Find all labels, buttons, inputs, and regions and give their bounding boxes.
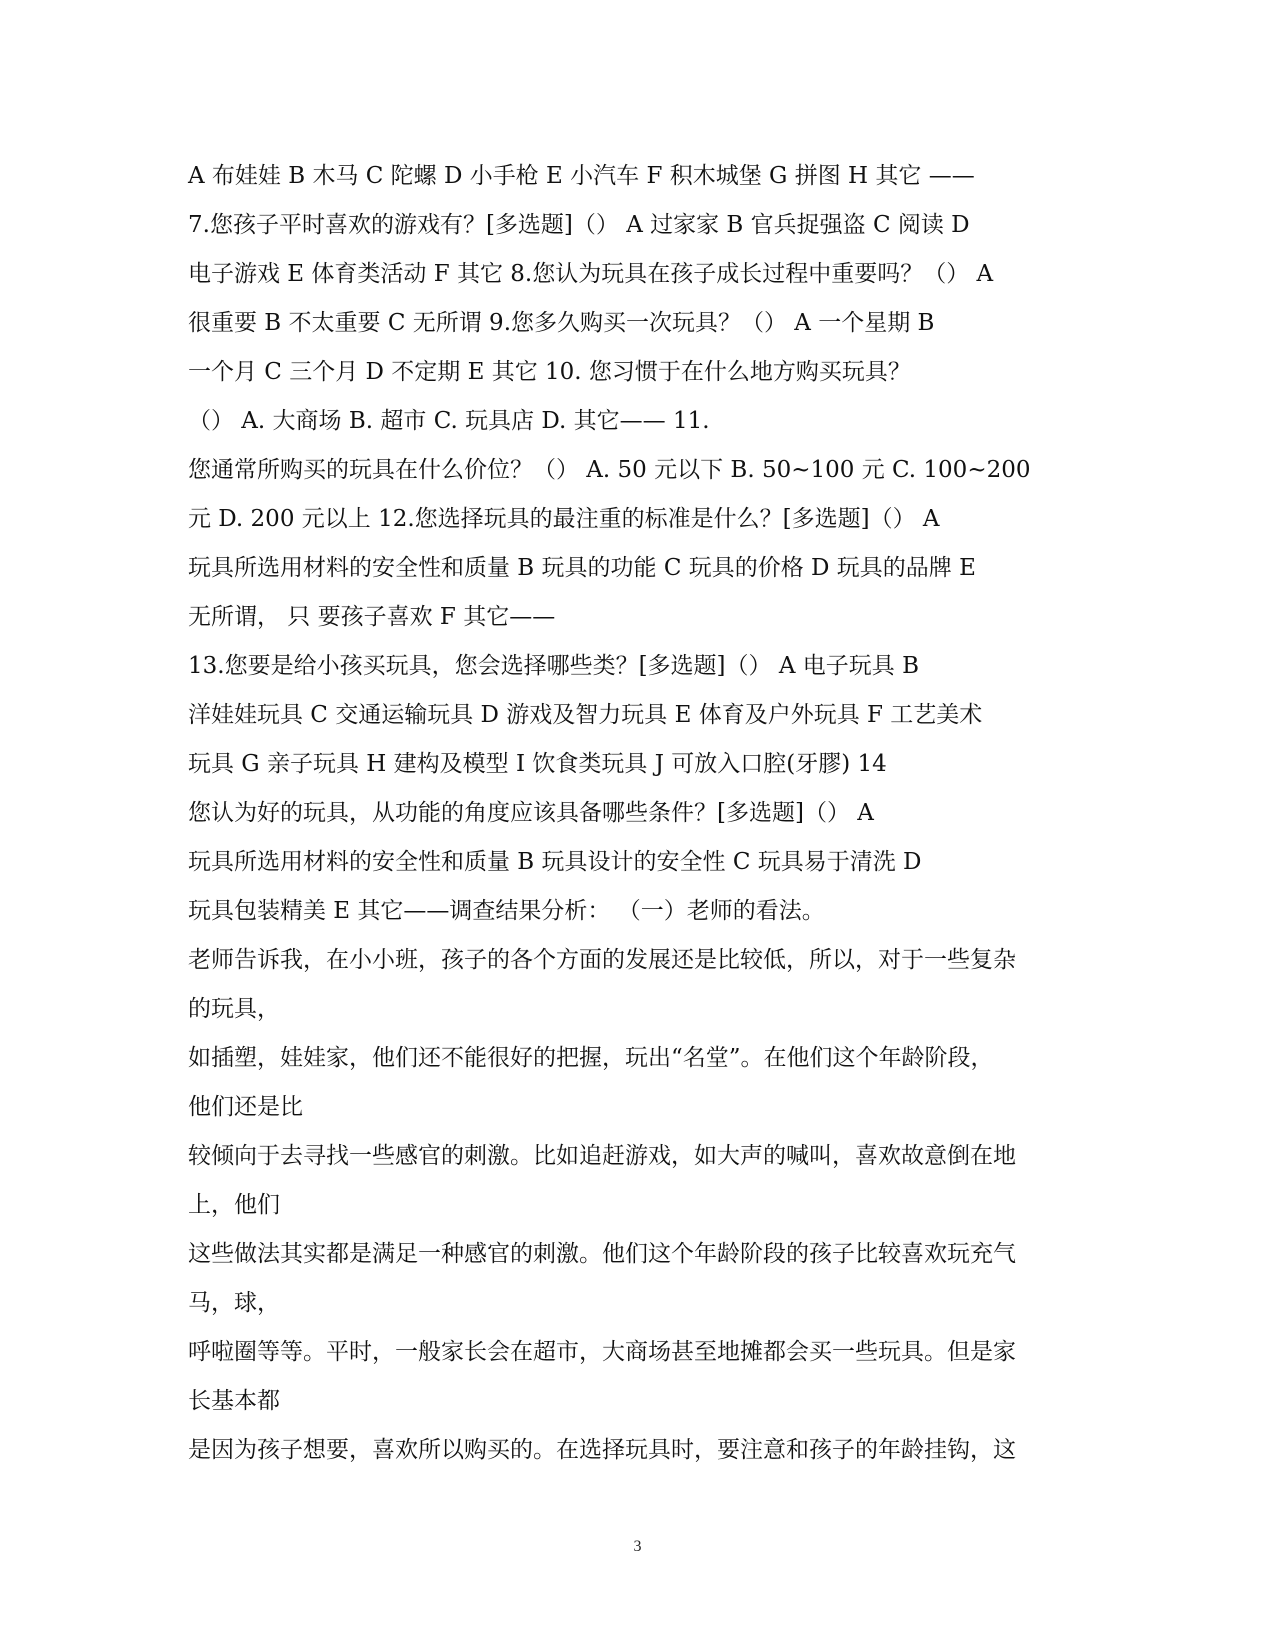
text-line: 7.您孩子平时喜欢的游戏有？[多选题]（） A 过家家 B 官兵捉强盗 C 阅读 D xyxy=(188,212,970,238)
text-line: 元 D. 200 元以上 12.您选择玩具的最注重的标准是什么？[多选题]（） A xyxy=(188,506,940,532)
text-line: 无所谓， 只 要孩子喜欢 F 其它—— xyxy=(188,604,556,630)
text-line: 如插塑，娃娃家，他们还不能很好的把握，玩出“名堂”。在他们这个年龄阶段， xyxy=(188,1045,994,1071)
text-line: 较倾向于去寻找一些感官的刺激。比如追赶游戏，如大声的喊叫，喜欢故意倒在地 xyxy=(188,1143,1016,1169)
text-line: 很重要 B 不太重要 C 无所谓 9.您多久购买一次玩具？（） A 一个星期 B xyxy=(188,310,935,336)
text-line: 长基本都 xyxy=(188,1388,280,1414)
body-text xyxy=(188,152,1088,1475)
text-line: 洋娃娃玩具 C 交通运输玩具 D 游戏及智力玩具 E 体育及户外玩具 F 工艺美术 xyxy=(188,702,983,728)
text-line: 玩具所选用材料的安全性和质量 B 玩具设计的安全性 C 玩具易于清洗 D xyxy=(188,849,922,875)
text-line: 的玩具， xyxy=(188,996,280,1022)
text-line: 玩具 G 亲子玩具 H 建构及模型 I 饮食类玩具 J 可放入口腔(牙膠) 14 xyxy=(188,751,887,777)
text-line: 是因为孩子想要，喜欢所以购买的。在选择玩具时，要注意和孩子的年龄挂钩，这 xyxy=(188,1437,1016,1463)
text-line: 老师告诉我，在小小班，孩子的各个方面的发展还是比较低，所以，对于一些复杂 xyxy=(188,947,1016,973)
text-line: 上，他们 xyxy=(188,1192,280,1218)
text-line: 一个月 C 三个月 D 不定期 E 其它 10. 您习惯于在什么地方购买玩具？ xyxy=(188,359,911,385)
text-line: 马，球， xyxy=(188,1290,280,1316)
text-line: 玩具包装精美 E 其它——调查结果分析： （一）老师的看法。 xyxy=(188,898,825,924)
text-line: 他们还是比 xyxy=(188,1094,303,1120)
text-line: 您通常所购买的玩具在什么价位？（） A. 50 元以下 B. 50~100 元 C. 100~200 xyxy=(188,457,1031,483)
text-line: 您认为好的玩具，从功能的角度应该具备哪些条件？[多选题]（） A xyxy=(188,800,874,826)
text-line: 玩具所选用材料的安全性和质量 B 玩具的功能 C 玩具的价格 D 玩具的品牌 E xyxy=(188,555,976,581)
text-line: 13.您要是给小孩买玩具，您会选择哪些类？[多选题]（） A 电子玩具 B xyxy=(188,653,919,679)
text-line: （） A. 大商场 B. 超市 C. 玩具店 D. 其它—— 11. xyxy=(188,408,710,434)
page-number: 3 xyxy=(633,1538,642,1555)
text-line: 这些做法其实都是满足一种感官的刺激。他们这个年龄阶段的孩子比较喜欢玩充气 xyxy=(188,1241,1016,1267)
text-line: A 布娃娃 B 木马 C 陀螺 D 小手枪 E 小汽车 F 积木城堡 G 拼图 H 其它 —— xyxy=(188,163,975,189)
text-line: 电子游戏 E 体育类活动 F 其它 8.您认为玩具在孩子成长过程中重要吗？（） A xyxy=(188,261,994,287)
text-line: 呼啦圈等等。平时，一般家长会在超市，大商场甚至地摊都会买一些玩具。但是家 xyxy=(188,1339,1016,1365)
